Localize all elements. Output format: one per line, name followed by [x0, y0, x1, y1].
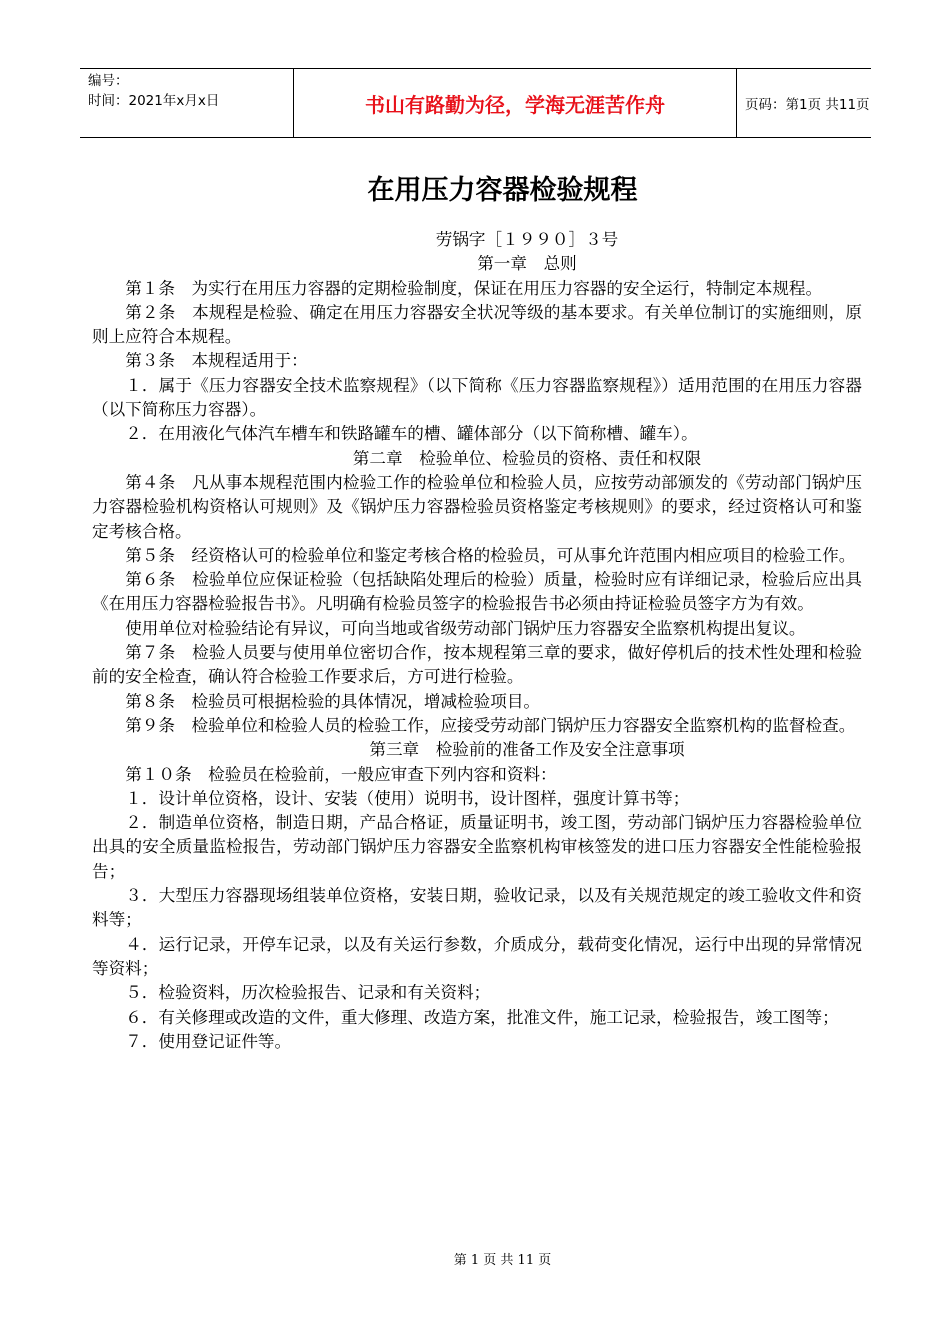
page-footer: 第 1 页 共 11 页	[453, 1253, 552, 1268]
article-paragraph: 第２条 本规程是检验、确定在用压力容器安全状况等级的基本要求。有关单位制订的实施细则，原则上应符合本规程。	[92, 302, 862, 347]
list-item: ４．运行记录，开停车记录，以及有关运行参数，介质成分，载荷变化情况，运行中出现的异常情况等资料；	[92, 934, 862, 978]
header-page-info: 页码：第1页 共11页	[745, 97, 870, 113]
list-item: １．属于《压力容器安全技术监察规程》（以下简称《压力容器监察规程》）适用范围的在用压力容器（以下简称压力容器）。	[92, 375, 862, 420]
date-line: 时间：2021年x月x日	[88, 93, 220, 109]
list-item: ７．使用登记证件等。	[125, 1031, 292, 1051]
header-meta	[80, 69, 294, 137]
article-paragraph: 第１条 为实行在用压力容器的定期检验制度，保证在用压力容器的安全运行，特制定本规程。	[125, 278, 823, 298]
article-paragraph: 第７条 检验人员要与使用单位密切合作，按本规程第三章的要求，做好停机后的技术性处理和检验前的安全检查，确认符合检验工作要求后，方可进行检验。	[92, 643, 862, 687]
list-item: ５．检验资料，历次检验报告、记录和有关资料；	[125, 983, 491, 1003]
list-item: ３．大型压力容器现场组装单位资格，安装日期，验收记录，以及有关规范规定的竣工验收文件和资料等；	[92, 886, 862, 930]
list-item: １．设计单位资格，设计、安装（使用）说明书，设计图样，强度计算书等；	[125, 788, 690, 808]
number-label: 编号：	[88, 73, 129, 89]
list-item: ２．制造单位资格，制造日期，产品合格证，质量证明书，竣工图，劳动部门锅炉压力容器检验单位出具的安全质量监检报告，劳动部门锅炉压力容器安全监察机构审核签发的进口压力容器安全性能检验报告；	[92, 813, 862, 881]
article-paragraph: 第６条 检验单位应保证检验（包括缺陷处理后的检验）质量，检验时应有详细记录，检验后应出具《在用压力容器检验报告书》。凡明确有检验员签字的检验报告书必须由持证检验员签字方为有效。	[92, 570, 862, 614]
article-paragraph: 使用单位对检验结论有异议，可向当地或省级劳动部门锅炉压力容器安全监察机构提出复议。	[125, 618, 806, 638]
article-paragraph: 第１０条 检验员在检验前，一般应审查下列内容和资料：	[125, 764, 557, 784]
list-item: ６．有关修理或改造的文件，重大修理、改造方案，批准文件，施工记录，检验报告，竣工图等；	[125, 1007, 839, 1027]
list-item: ２．在用液化气体汽车槽车和铁路罐车的槽、罐体部分（以下简称槽、罐车）。	[125, 424, 698, 444]
chapter-heading: 第一章 总则	[477, 254, 577, 274]
chapter-heading: 第二章 检验单位、检验员的资格、责任和权限	[352, 448, 702, 468]
doc-number: 劳锅字［１９９０］３号	[435, 230, 619, 249]
document-body	[92, 228, 862, 1054]
article-paragraph: 第３条 本规程适用于：	[125, 351, 308, 371]
article-paragraph: 第５条 经资格认可的检验单位和鉴定考核合格的检验员，可从事允许范围内相应项目的检验工作。	[125, 545, 856, 565]
chapter-heading: 第三章 检验前的准备工作及安全注意事项	[369, 740, 685, 760]
article-paragraph: 第８条 检验员可根据检验的具体情况，增减检验项目。	[125, 691, 541, 711]
page-header	[80, 68, 871, 138]
article-paragraph: 第４条 凡从事本规程范围内检验工作的检验单位和检验人员，应按劳动部颁发的《劳动部门锅炉压力容器检验机构资格认可规则》及《锅炉压力容器检验员资格鉴定考核规则》的要求，经过资格认可和鉴定考核合格。	[92, 472, 862, 541]
document-title: 在用压力容器检验规程	[367, 175, 638, 206]
article-paragraph: 第９条 检验单位和检验人员的检验工作，应接受劳动部门锅炉压力容器安全监察机构的监督检查。	[125, 715, 856, 735]
header-motto: 书山有路勤为径，学海无涯苦作舟	[294, 69, 737, 137]
